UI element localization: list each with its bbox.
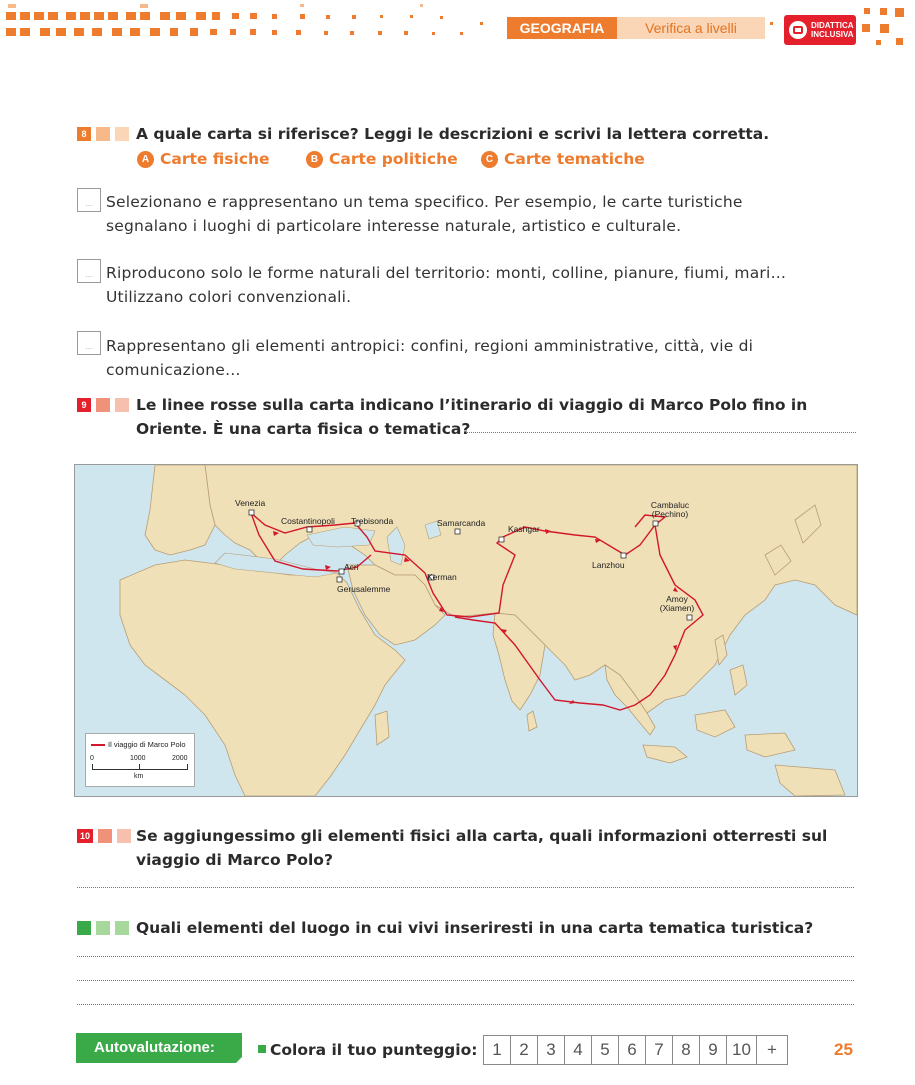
q9-number-square bbox=[77, 398, 91, 412]
option-letter: A bbox=[137, 151, 154, 168]
city-label: Samarcanda bbox=[437, 518, 486, 528]
city-label: Acri bbox=[344, 562, 359, 572]
q11-answer-line[interactable] bbox=[77, 980, 854, 981]
q8-title: A quale carta si riferisce? Leggi le descrizioni e scrivi la lettera corretta. bbox=[136, 125, 770, 143]
level-square bbox=[96, 921, 110, 935]
q9-line1: Le linee rosse sulla carta indicano l’itinerario di viaggio di Marco Polo fino in bbox=[136, 396, 808, 414]
level-square bbox=[117, 829, 131, 843]
city-label: Trebisonda bbox=[351, 516, 394, 526]
q9-number: 9 bbox=[81, 400, 87, 410]
didattica-inclusiva-badge bbox=[784, 15, 856, 45]
city-label: Gerusalemme bbox=[337, 584, 391, 594]
score-cell-4[interactable]: 4 bbox=[565, 1036, 592, 1064]
score-cell-plus[interactable]: + bbox=[767, 1040, 777, 1059]
section-tab: Verifica a livelli bbox=[617, 17, 765, 39]
q10-number-square bbox=[77, 829, 93, 843]
description-line: segnalano i luoghi di particolare interesse naturale, artistico e culturale. bbox=[106, 217, 682, 235]
scale-label: 2000 bbox=[172, 755, 188, 762]
level-square bbox=[77, 921, 91, 935]
description-line: Rappresentano gli elementi antropici: confini, regioni amministrative, città, vie di bbox=[106, 337, 754, 355]
q10-answer-line[interactable] bbox=[77, 887, 854, 888]
description-line: Riproducono solo le forme naturali del territorio: monti, colline, pianure, fiumi, mari… bbox=[106, 264, 787, 282]
score-cell-3[interactable]: 3 bbox=[538, 1036, 565, 1064]
score-cell-9[interactable]: 9 bbox=[700, 1036, 727, 1064]
q11-title: Quali elementi del luogo in cui vivi inseriresti in una carta tematica turistica? bbox=[136, 919, 814, 937]
q8-number-square bbox=[77, 127, 91, 141]
city-label: Amoy (Xiamen) bbox=[659, 594, 695, 613]
q11-answer-line[interactable] bbox=[77, 1004, 854, 1005]
score-cell-8[interactable]: 8 bbox=[673, 1036, 700, 1064]
scale-label: 0 bbox=[90, 755, 94, 762]
answer-box-1[interactable]: ... bbox=[77, 188, 101, 212]
marco-polo-map bbox=[74, 464, 858, 797]
autovalutazione-label: Autovalutazione: bbox=[76, 1033, 242, 1063]
description-2 bbox=[106, 261, 846, 309]
description-3 bbox=[106, 334, 846, 382]
city-label: Kashgar bbox=[508, 524, 540, 534]
q9-answer-line[interactable] bbox=[466, 432, 856, 433]
description-1 bbox=[106, 190, 846, 238]
route-legend-swatch bbox=[91, 744, 105, 746]
city-label: Lanzhou bbox=[592, 560, 625, 570]
scale-bar bbox=[92, 764, 188, 770]
map-legend bbox=[85, 733, 195, 787]
page-number: 25 bbox=[834, 1040, 853, 1059]
score-cell-10[interactable]: 10 bbox=[727, 1036, 757, 1064]
description-line: Selezionano e rappresentano un tema specifico. Per esempio, le carte turistiche bbox=[106, 193, 743, 211]
q10-number: 10 bbox=[79, 831, 90, 841]
answer-box-2[interactable]: ... bbox=[77, 259, 101, 283]
scale-unit: km bbox=[134, 773, 144, 780]
option-letter: C bbox=[481, 151, 498, 168]
score-cell-1[interactable]: 1 bbox=[484, 1036, 511, 1064]
level-square bbox=[96, 398, 110, 412]
city-label: Venezia bbox=[235, 498, 266, 508]
score-cell-7[interactable]: 7 bbox=[646, 1036, 673, 1064]
q9-title bbox=[136, 393, 807, 441]
q8-number: 8 bbox=[81, 129, 87, 139]
option-c bbox=[481, 148, 645, 170]
city-label: Cambaluc (Pechino) bbox=[650, 500, 690, 519]
city-label: Kerman bbox=[427, 572, 457, 582]
level-square bbox=[115, 398, 129, 412]
score-cell-5[interactable]: 5 bbox=[592, 1036, 619, 1064]
description-line: comunicazione… bbox=[106, 361, 241, 379]
option-label: Carte politiche bbox=[329, 150, 458, 168]
level-square bbox=[115, 127, 129, 141]
q9-line2: Oriente. È una carta fisica o tematica? bbox=[136, 420, 471, 438]
answer-box-3[interactable]: ... bbox=[77, 331, 101, 355]
scale-label: 1000 bbox=[130, 755, 146, 762]
option-label: Carte tematiche bbox=[504, 150, 645, 168]
q10-line1: Se aggiungessimo gli elementi fisici alla carta, quali informazioni otterresti sul bbox=[136, 827, 828, 845]
option-label: Carte fisiche bbox=[160, 150, 270, 168]
score-cells bbox=[483, 1035, 788, 1065]
subject-tab: GEOGRAFIA bbox=[507, 17, 617, 39]
city-label: Costantinopoli bbox=[281, 516, 335, 526]
score-cell-6[interactable]: 6 bbox=[619, 1036, 646, 1064]
badge-line1: DIDATTICA bbox=[811, 21, 854, 30]
level-square bbox=[98, 829, 112, 843]
option-letter: B bbox=[306, 151, 323, 168]
level-square bbox=[96, 127, 110, 141]
color-score-label bbox=[258, 1041, 477, 1059]
option-b bbox=[306, 148, 458, 170]
description-line: Utilizzano colori convenzionali. bbox=[106, 288, 352, 306]
option-a bbox=[137, 148, 270, 170]
inclusive-logo-icon bbox=[789, 21, 807, 39]
score-cell-2[interactable]: 2 bbox=[511, 1036, 538, 1064]
header-decoration bbox=[0, 0, 915, 48]
level-square bbox=[115, 921, 129, 935]
green-bullet-icon bbox=[258, 1045, 266, 1053]
q11-answer-line[interactable] bbox=[77, 956, 854, 957]
badge-line2: INCLUSIVA bbox=[811, 30, 854, 39]
color-score-text: Colora il tuo punteggio: bbox=[270, 1041, 478, 1059]
q10-line2: viaggio di Marco Polo? bbox=[136, 851, 333, 869]
q10-title bbox=[136, 824, 827, 872]
legend-label: Il viaggio di Marco Polo bbox=[108, 740, 186, 749]
